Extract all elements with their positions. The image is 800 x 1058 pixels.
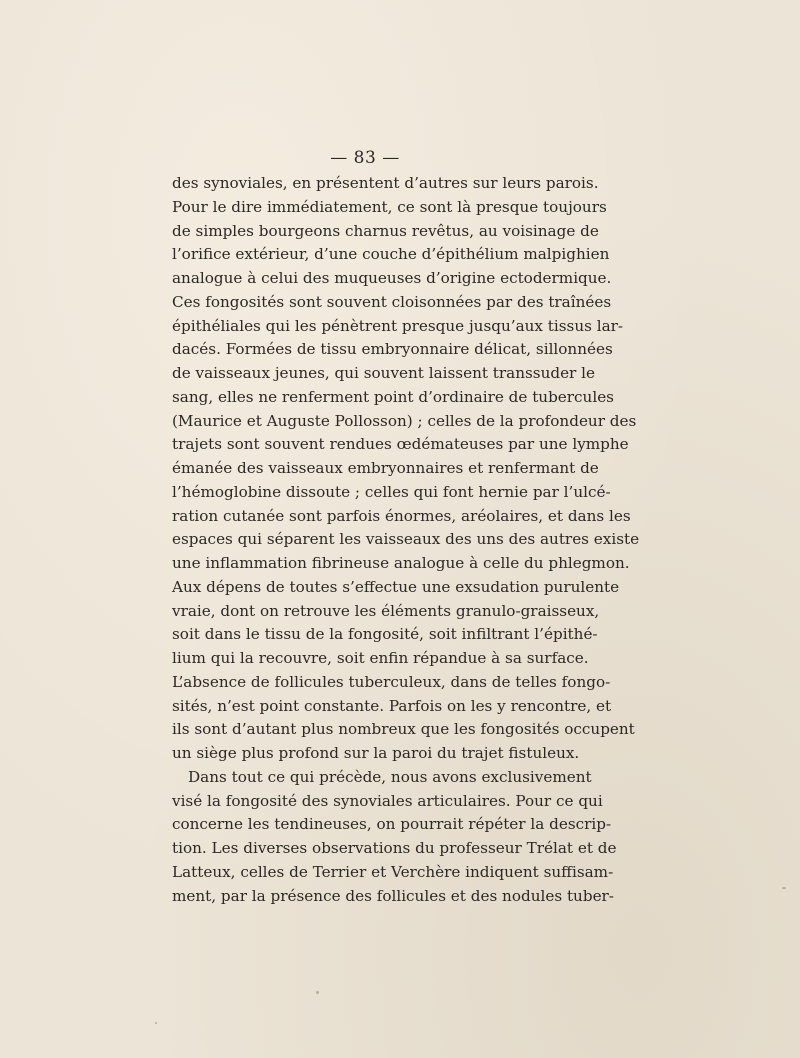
text-line: concerne les tendineuses, on pourrait répéter la descrip- (172, 815, 612, 834)
text-line: de simples bourgeons charnus revêtus, au voisinage de (172, 221, 599, 240)
text-line: vraie, dont on retrouve les éléments granulo-graisseux, (172, 601, 600, 620)
text-line: soit dans le tissu de la fongosité, soit infiltrant l’épithé- (172, 625, 598, 644)
text-line: Aux dépens de toutes s’effectue une exsudation purulente (172, 577, 620, 596)
page-number: — 83 — (330, 148, 400, 168)
text-line: de vaisseaux jeunes, qui souvent laissent transsuder le (172, 364, 595, 382)
text-line: espaces qui séparent les vaisseaux des uns des autres existe (172, 530, 640, 549)
text-line: ration cutanée sont parfois énormes, aréolaires, et dans les (172, 506, 631, 525)
text-line: visé la fongosité des synoviales articulaires. Pour ce qui (172, 791, 603, 810)
text-line: un siège plus profond sur la paroi du trajet fistuleux. (172, 744, 580, 762)
text-line: ils sont d’autant plus nombreux que les fongosités occupent (172, 720, 635, 739)
text-line: tion. Les diverses observations du professeur Trélat et de (172, 839, 617, 857)
text-line: épithéliales qui les pénètrent presque jusqu’aux tissus lar- (172, 316, 624, 335)
text-line: Ces fongosités sont souvent cloisonnées par des traînées (172, 292, 612, 311)
text-line: ment, par la présence des follicules et des nodules tuber- (172, 886, 614, 905)
text-line: (Maurice et Auguste Pollosson) ; celles de la profondeur des (172, 411, 637, 430)
text-line: l’hémoglobine dissoute ; celles qui font hernie par l’ulcé- (172, 482, 611, 501)
text-line: L’absence de follicules tuberculeux, dans de telles fongo- (172, 672, 611, 691)
text-line: analogue à celui des muqueuses d’origine ectodermique. (172, 269, 612, 287)
paper-speck (782, 887, 786, 889)
paper-speck (316, 991, 319, 994)
text-line: Dans tout ce qui précède, nous avons exclusivement (188, 767, 592, 786)
text-line: émanée des vaisseaux embryonnaires et renfermant de (172, 459, 599, 477)
text-line: dacés. Formées de tissu embryonnaire délicat, sillonnées (172, 340, 613, 359)
text-line: sang, elles ne renferment point d’ordinaire de tubercules (172, 387, 614, 406)
text-line: sités, n’est point constante. Parfois on les y rencontre, et (172, 696, 612, 715)
body-text (172, 172, 640, 908)
paper-speck (155, 1022, 157, 1024)
text-line: trajets sont souvent rendues œdémateuses par une lymphe (172, 435, 629, 454)
text-line: l’orifice extérieur, d’une couche d’épithélium malpighien (172, 245, 610, 264)
text-line: des synoviales, en présentent d’autres sur leurs parois. (172, 174, 599, 192)
text-line: lium qui la recouvre, soit enfin répandue à sa surface. (172, 649, 589, 667)
text-line: une inflammation fibrineuse analogue à celle du phlegmon. (172, 554, 630, 572)
text-line: Pour le dire immédiatement, ce sont là presque toujours (172, 197, 607, 216)
text-line: Latteux, celles de Terrier et Verchère indiquent suffisam- (172, 862, 614, 881)
